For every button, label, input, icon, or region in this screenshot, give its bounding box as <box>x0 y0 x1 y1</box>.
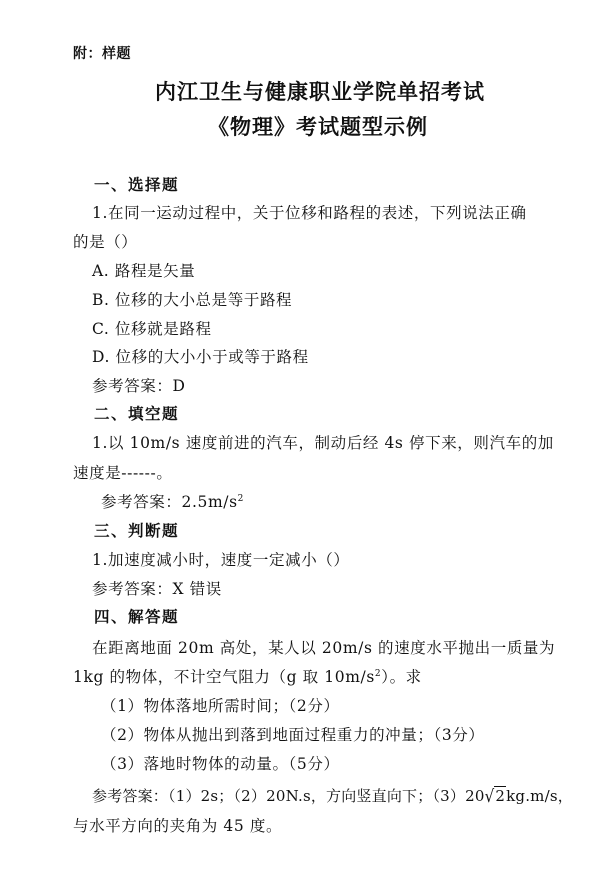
sqrt-symbol <box>485 786 507 806</box>
radical-sign: √ <box>484 785 495 807</box>
section-choice-heading: 一、选择题 <box>94 176 180 194</box>
solve-question-line-2-end: ）。求 <box>381 668 422 686</box>
solve-question-line-2 <box>73 667 422 687</box>
attachment-label: 附：样题 <box>73 46 131 62</box>
choice-question-line-2: 的是（） <box>73 233 138 251</box>
choice-question-line-1: 1.在同一运动过程中，关于位移和路程的表述，下列说法正确 <box>92 204 527 222</box>
solve-question-line-1: 在距离地面 20m 高处，某人以 20m/s 的速度水平抛出一质量为 <box>92 639 556 657</box>
fill-answer-text: 参考答案：2.5m/s <box>101 493 238 511</box>
solve-part-2: （2）物体从抛出到落到地面过程重力的冲量；（3分） <box>101 726 485 744</box>
title-line-1: 内江卫生与健康职业学院单招考试 <box>155 79 485 104</box>
choice-option-c: C. 位移就是路程 <box>92 320 212 338</box>
solve-part-1: （1）物体落地所需时间；（2分） <box>101 697 340 715</box>
solve-question-line-2-text: 1kg 的物体，不计空气阻力（g 取 10m/s <box>73 668 375 686</box>
judge-answer: 参考答案：X 错误 <box>92 580 222 598</box>
fill-question-line-2: 速度是------。 <box>73 464 173 482</box>
choice-answer: 参考答案：D <box>92 377 186 395</box>
solve-answer-line-1 <box>92 786 573 806</box>
solve-answer-unit: kg.m/s， <box>506 787 573 805</box>
section-fill-heading: 二、填空题 <box>94 405 180 423</box>
choice-option-d: D. 位移的大小小于或等于路程 <box>92 348 309 366</box>
solve-answer-line-2: 与水平方向的夹角为 45 度。 <box>73 817 283 835</box>
section-judge-heading: 三、判断题 <box>94 522 180 540</box>
title-line-2: 《物理》考试题型示例 <box>208 114 428 139</box>
judge-question: 1.加速度减小时，速度一定减小（） <box>92 551 350 569</box>
solve-question-exponent: 2 <box>374 668 382 679</box>
choice-option-a: A. 路程是矢量 <box>92 262 196 280</box>
radicand: 2 <box>495 787 506 805</box>
solve-part-3: （3）落地时物体的动量。（5分） <box>101 755 340 773</box>
solve-answer-text: 参考答案：（1）2s；（2）20N.s，方向竖直向下；（3）20 <box>92 787 485 805</box>
fill-question-line-1: 1.以 10m/s 速度前进的汽车，制动后经 4s 停下来，则汽车的加 <box>92 434 554 452</box>
fill-answer <box>101 492 244 512</box>
choice-option-b: B. 位移的大小总是等于路程 <box>92 291 293 309</box>
section-solve-heading: 四、解答题 <box>94 608 180 626</box>
fill-answer-exponent: 2 <box>237 493 244 504</box>
